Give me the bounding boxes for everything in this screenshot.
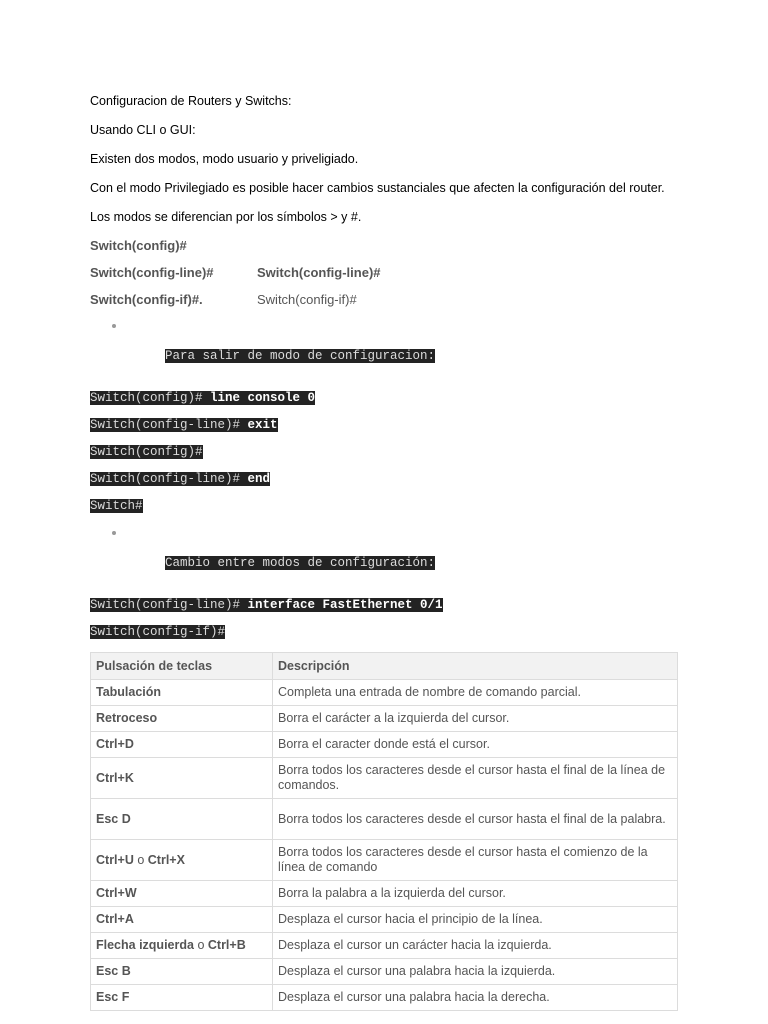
key-primary: Ctrl+U xyxy=(96,852,134,867)
code-line xyxy=(90,499,680,514)
code-highlight xyxy=(90,418,278,432)
table-cell-key: Esc D xyxy=(91,799,273,840)
table-cell-desc: Borra todos los caracteres desde el cursor hasta el comienzo de la línea de comando xyxy=(273,840,678,881)
document-page xyxy=(90,93,680,1011)
bullet-dot xyxy=(112,531,116,535)
table-cell-desc: Borra todos los caracteres desde el cursor hasta el final de la palabra. xyxy=(273,799,678,840)
key-alternate: Ctrl+X xyxy=(147,852,185,867)
paragraph-privileged: Con el modo Privilegiado es posible hacer cambios sustanciales que afecten la configuración del router. xyxy=(90,181,665,195)
prompt-config-if-right: Switch(config-if)# xyxy=(257,292,357,307)
code-command: exit xyxy=(247,418,278,432)
code-line xyxy=(90,445,680,460)
table-cell-desc: Borra todos los caracteres desde el cursor hasta el final de la línea de comandos. xyxy=(273,758,678,799)
table-cell-desc: Completa una entrada de nombre de comando parcial. xyxy=(273,680,678,706)
key-or: o xyxy=(197,938,205,952)
table-cell-key xyxy=(91,840,273,881)
code-prompt: Switch(config)# xyxy=(90,391,211,405)
table-cell-desc: Borra el carácter a la izquierda del cursor. xyxy=(273,706,678,732)
paragraph-symbols: Los modos se diferencian por los símbolos > y #. xyxy=(90,210,362,224)
code-command: interface FastEthernet 0/1 xyxy=(247,598,443,612)
key-or: o xyxy=(137,852,145,867)
table-cell-key: Ctrl+K xyxy=(91,758,273,799)
code-prompt: Switch(config)# xyxy=(90,445,203,459)
table-cell-desc: Desplaza el cursor una palabra hacia la derecha. xyxy=(273,985,678,1011)
doc-title: Configuracion de Routers y Switchs: xyxy=(90,94,292,108)
code-prompt: Switch(config-line)# xyxy=(90,598,248,612)
prompt-config-if-left: Switch(config-if)#. xyxy=(90,292,203,307)
code-bullet-text: Cambio entre modos de configuración: xyxy=(165,556,436,570)
table-cell-key: Ctrl+D xyxy=(91,732,273,758)
code-line xyxy=(90,625,680,640)
table-cell-key: Ctrl+W xyxy=(91,881,273,907)
prompt-row-if xyxy=(90,292,680,308)
table-row xyxy=(91,881,678,907)
table-cell-key xyxy=(91,933,273,959)
table-cell-desc: Desplaza el cursor una palabra hacia la izquierda. xyxy=(273,959,678,985)
table-cell-desc: Desplaza el cursor un carácter hacia la izquierda. xyxy=(273,933,678,959)
table-cell-desc: Borra el caracter donde está el cursor. xyxy=(273,732,678,758)
table-row xyxy=(91,706,678,732)
table-cell-key: Ctrl+A xyxy=(91,907,273,933)
table-header-row xyxy=(91,653,678,680)
table-row xyxy=(91,840,678,881)
code-highlight xyxy=(90,598,443,612)
key-alternate: Ctrl+B xyxy=(207,938,246,952)
table-row xyxy=(91,985,678,1011)
keystroke-table xyxy=(90,652,678,1011)
prompt-config-line-right: Switch(config-line)# xyxy=(257,265,381,280)
code-prompt: Switch(config-line)# xyxy=(90,472,248,486)
paragraph-modes: Existen dos modos, modo usuario y priveligiado. xyxy=(90,152,359,166)
table-cell-key: Esc F xyxy=(91,985,273,1011)
code-line xyxy=(90,472,680,487)
code-line xyxy=(90,598,680,613)
code-prompt: Switch(config-if)# xyxy=(90,625,226,639)
prompt-row-line xyxy=(90,265,680,281)
table-row xyxy=(91,959,678,985)
table-header-description: Descripción xyxy=(273,653,678,680)
code-bullet-exit-config xyxy=(90,319,680,379)
code-line xyxy=(90,391,680,406)
table-cell-key: Esc B xyxy=(91,959,273,985)
table-cell-desc: Borra la palabra a la izquierda del cursor. xyxy=(273,881,678,907)
table-row xyxy=(91,732,678,758)
code-command: end xyxy=(247,472,271,486)
bullet-dot xyxy=(112,324,116,328)
key-primary: Flecha izquierda xyxy=(96,938,194,952)
table-cell-key: Retroceso xyxy=(91,706,273,732)
table-cell-key: Tabulación xyxy=(91,680,273,706)
code-bullet-switch-modes xyxy=(90,526,680,586)
prompt-config: Switch(config)# xyxy=(90,238,187,253)
code-prompt: Switch(config-line)# xyxy=(90,418,248,432)
code-highlight xyxy=(90,472,270,486)
table-header-keys: Pulsación de teclas xyxy=(91,653,273,680)
code-line xyxy=(90,418,680,433)
paragraph-cli-gui: Usando CLI o GUI: xyxy=(90,123,196,137)
table-row xyxy=(91,933,678,959)
code-highlight xyxy=(90,391,315,405)
table-row xyxy=(91,907,678,933)
table-row xyxy=(91,799,678,840)
code-prompt: Switch# xyxy=(90,499,143,513)
code-bullet-text: Para salir de modo de configuracion: xyxy=(165,349,436,363)
table-cell-desc: Desplaza el cursor hacia el principio de la línea. xyxy=(273,907,678,933)
table-row xyxy=(91,758,678,799)
code-command: line console 0 xyxy=(210,391,316,405)
prompt-config-line-left: Switch(config-line)# xyxy=(90,265,214,280)
table-row xyxy=(91,680,678,706)
